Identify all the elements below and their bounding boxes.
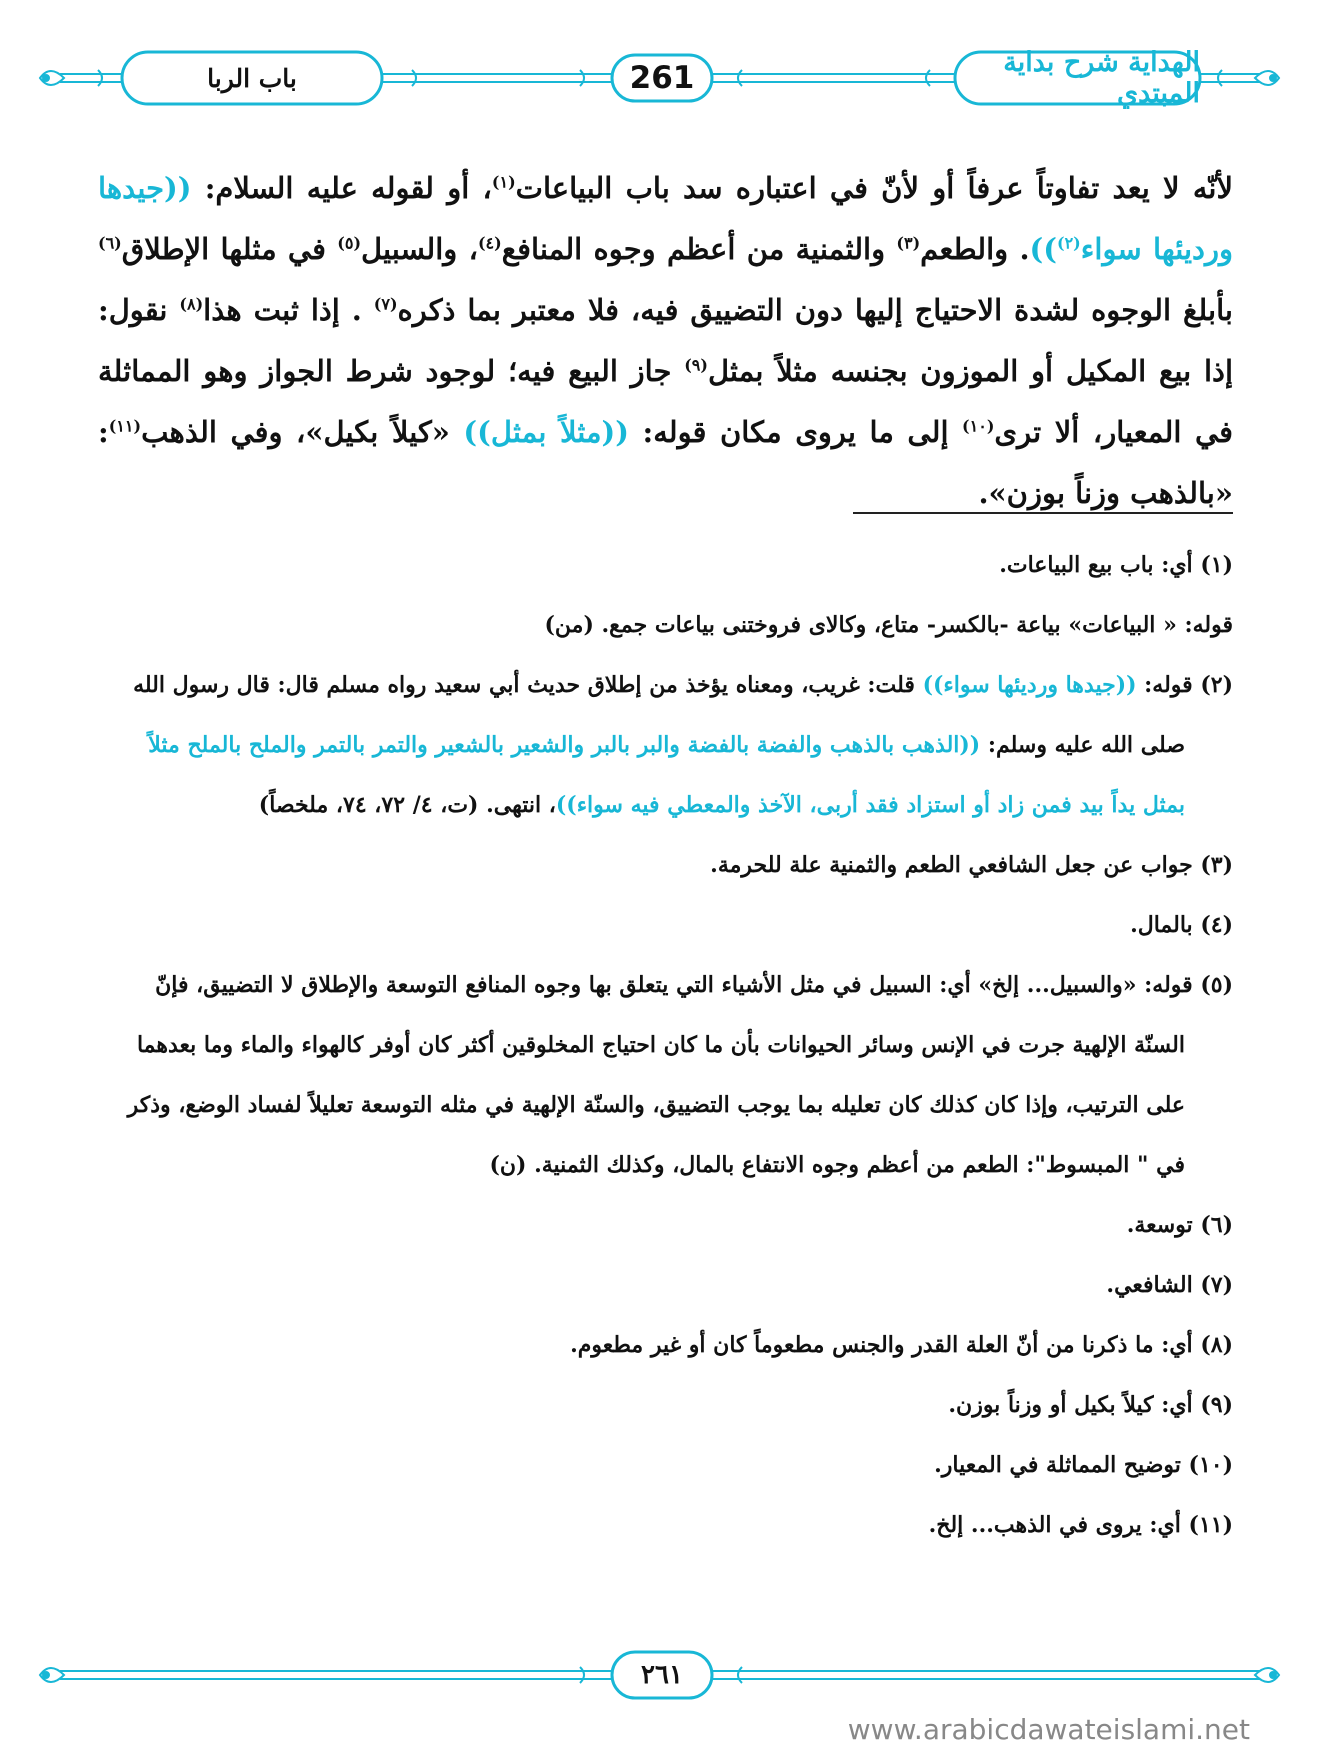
page-number-bottom: ٢٦١ [641, 1660, 683, 1690]
footnote-3: (٣) جواب عن جعل الشافعي الطعم والثمنية علة للحرمة. [710, 852, 1233, 878]
footnote-4: (٤) بالمال. [1130, 912, 1233, 938]
main-text-segment: إلى ما يروى مكان قوله: [628, 415, 963, 449]
footnote-marker: (١٠) [962, 416, 995, 436]
footnote-5 [98, 968, 1233, 1182]
footnote-2-prefix: (٢) قوله: [1136, 672, 1233, 698]
page-number-top: 261 [629, 60, 695, 96]
book-title: الهداية شرح بداية المبتدي [1003, 47, 1200, 109]
main-text-segment: ، والسبيل [361, 232, 478, 266]
footnote-divider [853, 512, 1233, 514]
main-text-segment: ، أو لقوله عليه السلام: [191, 171, 492, 205]
main-text-segment: ((مثلاً بمثل)) [463, 415, 629, 449]
footnote-10: (١٠) توضيح المماثلة في المعيار. [934, 1452, 1233, 1478]
main-text [98, 158, 1233, 524]
footnote-marker: (٩) [684, 355, 708, 375]
footnote-6: (٦) توسعة. [1126, 1212, 1233, 1238]
footnote-marker: (٢) [1057, 233, 1081, 253]
page-header [0, 0, 1319, 110]
footnote-5-line-3: على الترتيب، وإذا كان كذلك كان تعليله بما يوجب التضييق، والسنّة الإلهية في مثله التوسعة تعليلاً لفساد الوضع، وذكر [127, 1092, 1185, 1118]
main-text-segment: جاز البيع فيه؛ لوجود شرط الجواز وهو المماثلة في المعيار، ألا ترى [98, 354, 1234, 449]
main-text-segment: )) [1029, 232, 1057, 266]
footnote-11: (١١) أي: يروى في الذهب... إلخ. [928, 1512, 1233, 1538]
footnote-5-line-2: السنّة الإلهية جرت في الإنس وسائر الحيوانات بأن ما كان احتياج المخلوقين أكثر كان أوفر كالهواء والماء وما بعدهما [136, 1032, 1185, 1058]
main-text-segment: نقول: إذا بيع المكيل أو الموزون بجنسه مثلاً بمثل [98, 293, 1233, 388]
main-text-segment: . إذا ثبت هذا [203, 293, 374, 327]
footnote-marker: (١) [491, 172, 516, 192]
footnote-marker: (٧) [373, 294, 398, 314]
main-text-segment: : «بالذهب وزناً بوزن». [98, 415, 1233, 510]
main-text-segment: بأبلغ الوجوه لشدة الاحتياج إليها دون التضييق فيه، فلا معتبر بما ذكره [397, 293, 1233, 327]
footnote-9: (٩) أي: كيلاً بكيل أو وزناً بوزن. [948, 1392, 1233, 1418]
footnote-5-line-4: في " المبسوط": الطعم من أعظم وجوه الانتفاع بالمال، وكذلك الثمنية. (ن) [489, 1152, 1185, 1178]
footnote-marker: (٥) [337, 233, 362, 253]
footnote-marker: (٤) [477, 233, 502, 253]
footnote-2 [98, 668, 1233, 822]
main-text-segment: «كيلاً بكيل»، وفي الذهب [141, 415, 464, 449]
footnote-8: (٨) أي: ما ذكرنا من أنّ العلة القدر والجنس مطعوماً كان أو غير مطعوم. [570, 1332, 1233, 1358]
chapter-title: باب الربا [207, 63, 297, 93]
main-text-segment: . والطعم [920, 232, 1030, 266]
footnotes [98, 548, 1233, 1568]
footnote-2-quote: ((جيدها ورديئها سواء)) [922, 672, 1137, 698]
main-text-segment: لأنّه لا يعد تفاوتاً عرفاً أو لأنّ في اعتباره سد باب البياعات [515, 171, 1233, 205]
footnote-1: (١) أي: باب بيع البياعات. [999, 552, 1233, 578]
main-text-segment: والثمنية من أعظم وجوه المنافع [501, 232, 897, 266]
footnote-2-source: ، انتهى. (ت، ٤/ ٧٢، ٧٤، ملخصاً) [258, 792, 556, 818]
footnote-1-note: قوله: « البياعات» بياعة -بالكسر- متاع، وكالاى فروختنى بياعات جمع. (من) [544, 612, 1233, 638]
footnote-7: (٧) الشافعي. [1106, 1272, 1233, 1298]
main-text-segment: ((جيدها ورديئها سواء [98, 171, 1233, 266]
footnote-2-salutation: صلى الله عليه وسلم: [980, 732, 1185, 758]
footnote-marker: (٣) [896, 233, 921, 253]
footnote-marker: (٦) [98, 233, 122, 253]
footnote-5-line-1: (٥) قوله: «والسبيل... إلخ» أي: السبيل في مثل الأشياء التي يتعلق بها وجوه المنافع التوسعة والإطلاق لا التضييق، فإنّ [155, 972, 1233, 998]
footnote-marker: (٨) [179, 294, 204, 314]
website-url: www.arabicdawateislami.net [847, 1713, 1250, 1746]
main-text-segment: في مثلها الإطلاق [121, 232, 338, 266]
footnote-2-hadith-1: ((الذهب بالذهب والفضة بالفضة والبر بالبر والشعير بالشعير والتمر بالتمر والملح بالملح مثلاً [148, 732, 981, 758]
footnote-2-hadith-2: بمثل يداً بيد فمن زاد أو استزاد فقد أربى، الآخذ والمعطي فيه سواء)) [555, 792, 1185, 818]
footnote-marker: (١١) [108, 416, 142, 436]
footnote-2-text: قلت: غريب، ومعناه يؤخذ من إطلاق حديث أبي سعيد رواه مسلم قال: قال رسول الله [133, 672, 923, 698]
page-footer [0, 1640, 1319, 1710]
